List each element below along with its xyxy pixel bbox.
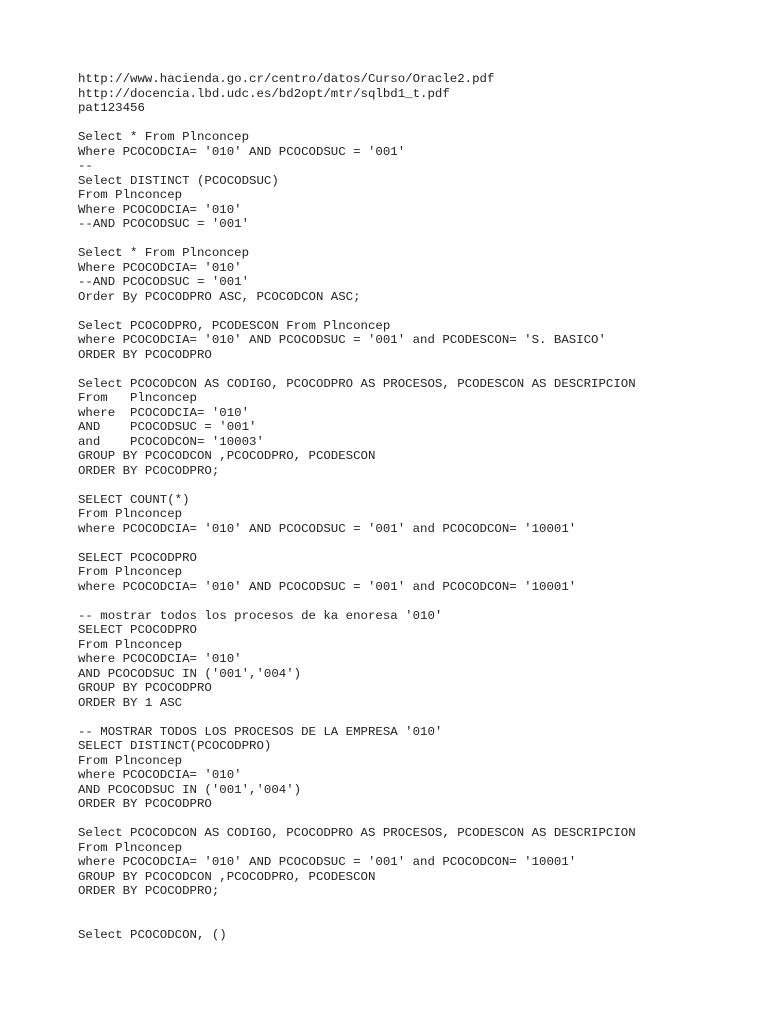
text-line: http://docencia.lbd.udc.es/bd2opt/mtr/sqlbd1_t.pdf	[78, 86, 450, 101]
text-line: From Plnconcep	[78, 391, 197, 405]
text-line: SELECT DISTINCT(PCOCODPRO)	[78, 739, 272, 753]
text-line: AND PCOCODSUC IN ('001','004')	[78, 782, 302, 797]
text-blocks	[78, 72, 758, 942]
text-line: From Plnconcep	[78, 507, 183, 521]
query-1	[78, 130, 758, 232]
text-line: Select PCOCODPRO, PCODESCON From Plnconcep	[78, 318, 391, 333]
text-line: SELECT COUNT(*)	[78, 492, 190, 507]
text-line: SELECT PCOCODPRO	[78, 550, 197, 565]
urls-block	[78, 72, 758, 116]
query-6	[78, 551, 758, 595]
text-line: where PCOCODCIA= '010'	[78, 405, 250, 420]
text-line: GROUP BY PCOCODPRO	[78, 681, 212, 695]
text-line: Select * From Plnconcep	[78, 246, 250, 260]
text-line: From Plnconcep	[78, 565, 183, 579]
query-7	[78, 609, 758, 711]
text-line: GROUP BY PCOCODCON ,PCOCODPRO, PCODESCON	[78, 869, 376, 884]
text-line: ORDER BY PCOCODPRO;	[78, 884, 220, 898]
text-line: --AND PCOCODSUC = '001'	[78, 275, 250, 289]
query-9	[78, 826, 758, 899]
text-line: AND PCOCODSUC IN ('001','004')	[78, 666, 302, 681]
text-line: ORDER BY PCOCODPRO;	[78, 463, 220, 478]
query-2	[78, 246, 758, 304]
query-8	[78, 725, 758, 812]
document-page	[78, 72, 758, 957]
text-line: --AND PCOCODSUC = '001'	[78, 217, 250, 231]
text-line: ORDER BY PCOCODPRO	[78, 797, 212, 811]
text-line: --	[78, 159, 93, 173]
text-line: AND PCOCODSUC = '001'	[78, 420, 257, 434]
text-line: Select PCOCODCON, ()	[78, 927, 227, 942]
text-line: pat123456	[78, 101, 145, 115]
text-line: From Plnconcep	[78, 840, 183, 855]
text-line: where PCOCODCIA= '010'	[78, 652, 242, 666]
text-line: where PCOCODCIA= '010' AND PCOCODSUC = '001' and PCOCODCON= '10001'	[78, 855, 577, 869]
text-line: ORDER BY PCOCODPRO	[78, 347, 212, 362]
text-line: Select * From Plnconcep	[78, 130, 250, 144]
text-line: GROUP BY PCOCODCON ,PCOCODPRO, PCODESCON	[78, 449, 376, 463]
text-line: Where PCOCODCIA= '010' AND PCOCODSUC = '001'	[78, 144, 406, 159]
text-line: From Plnconcep	[78, 753, 183, 768]
text-line: From Plnconcep	[78, 188, 183, 202]
text-line: Select DISTINCT (PCOCODSUC)	[78, 173, 279, 188]
text-line: Where PCOCODCIA= '010'	[78, 260, 242, 275]
text-line: -- MOSTRAR TODOS LOS PROCESOS DE LA EMPRESA '010'	[78, 724, 443, 739]
text-line: Select PCOCODCON AS CODIGO, PCOCODPRO AS PROCESOS, PCODESCON AS DESCRIPCION	[78, 376, 636, 391]
text-line: where PCOCODCIA= '010' AND PCOCODSUC = '001' and PCODESCON= 'S. BASICO'	[78, 333, 606, 347]
text-line: SELECT PCOCODPRO	[78, 623, 197, 637]
text-line: and PCOCODCON= '10003'	[78, 434, 264, 449]
query-10	[78, 928, 758, 943]
query-3	[78, 319, 758, 363]
query-5	[78, 493, 758, 537]
text-line: -- mostrar todos los procesos de ka enoresa '010'	[78, 608, 443, 623]
text-line: where PCOCODCIA= '010' AND PCOCODSUC = '001' and PCOCODCON= '10001'	[78, 521, 577, 536]
query-4	[78, 377, 758, 479]
text-line: where PCOCODCIA= '010' AND PCOCODSUC = '001' and PCOCODCON= '10001'	[78, 579, 577, 594]
text-line: Where PCOCODCIA= '010'	[78, 202, 242, 217]
text-line: ORDER BY 1 ASC	[78, 695, 183, 710]
text-line: where PCOCODCIA= '010'	[78, 768, 242, 782]
text-line: Order By PCOCODPRO ASC, PCOCODCON ASC;	[78, 289, 361, 304]
text-line: Select PCOCODCON AS CODIGO, PCOCODPRO AS PROCESOS, PCODESCON AS DESCRIPCION	[78, 826, 636, 840]
text-line: http://www.hacienda.go.cr/centro/datos/Curso/Oracle2.pdf	[78, 72, 495, 86]
text-line: From Plnconcep	[78, 637, 183, 652]
